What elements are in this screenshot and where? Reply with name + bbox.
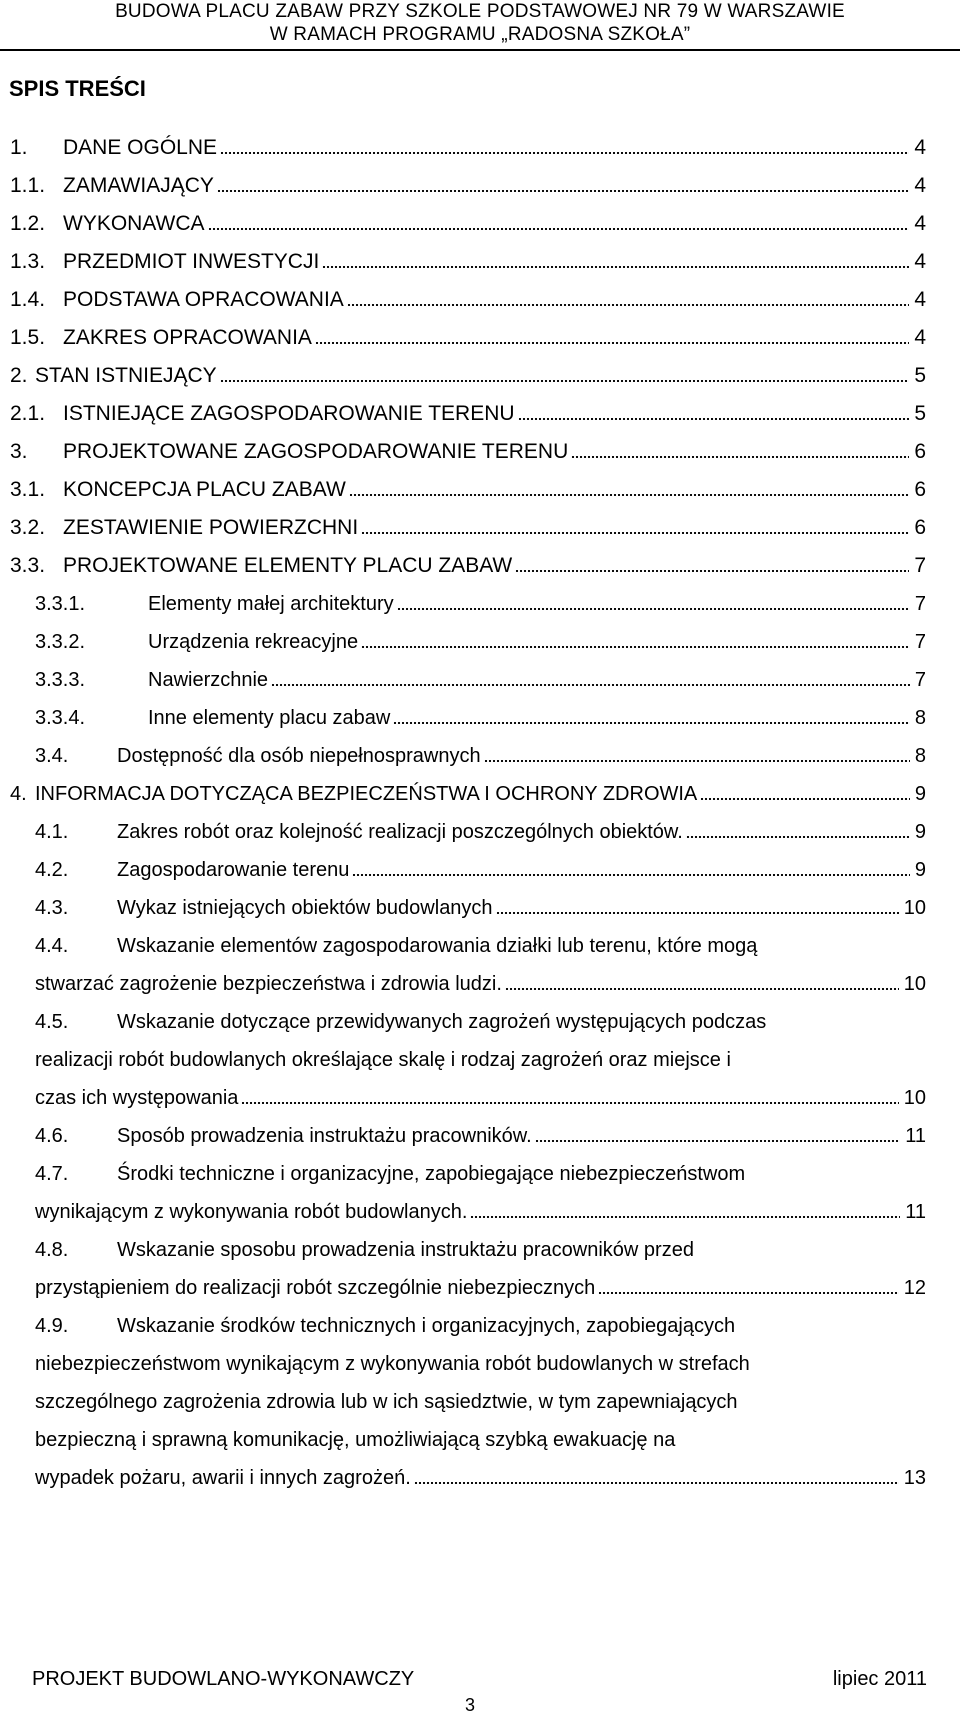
toc-entry-page: 7 [914, 631, 926, 653]
toc-entry-number: 3.2. [10, 516, 46, 539]
toc-dot-leader [535, 1140, 900, 1142]
toc-entry-page: 4 [914, 136, 926, 159]
toc-dot-leader [271, 684, 910, 686]
toc-entry-number: 3.3. [10, 554, 46, 577]
toc-entry-title: STAN ISTNIEJĄCY [35, 364, 217, 387]
toc-dot-leader [208, 228, 909, 230]
toc-entry-title: ISTNIEJĄCE ZAGOSPODAROWANIE TERENU [63, 402, 515, 425]
toc-entry-number: 3.3.2. [35, 631, 86, 653]
toc-entry-number: 4.2. [35, 859, 69, 881]
toc-entry-page: 4 [914, 212, 926, 235]
toc-entry-title: bezpieczną i sprawną komunikację, umożliwiającą szybką ewakuację na [35, 1429, 676, 1451]
toc-entry-title: Dostępność dla osób niepełnosprawnych [117, 745, 481, 767]
toc-entry-number: 4.8. [35, 1239, 69, 1261]
toc-entry-title: ZESTAWIENIE POWIERZCHNI [63, 516, 359, 539]
toc-entry-title: PROJEKTOWANE ELEMENTY PLACU ZABAW [63, 554, 513, 577]
toc-entry-number: 4.5. [35, 1011, 69, 1033]
toc-entry-page: 11 [905, 1201, 926, 1223]
toc-entry-page: 13 [903, 1467, 926, 1489]
toc-entry-page: 5 [914, 402, 926, 425]
toc-entry[interactable] [0, 433, 960, 471]
toc-entry-title: Zagospodarowanie terenu [117, 859, 350, 881]
toc-entry[interactable] [0, 547, 960, 585]
toc-entry[interactable] [0, 1155, 960, 1231]
toc-entry-title: WYKONAWCA [63, 212, 205, 235]
toc-entry[interactable] [0, 471, 960, 509]
toc-entry-number: 4.4. [35, 935, 69, 957]
toc-entry-page: 7 [914, 593, 926, 615]
toc-entry-title: Nawierzchnie [148, 669, 269, 691]
toc-entry-page: 9 [914, 859, 926, 881]
toc-entry[interactable] [0, 775, 960, 813]
toc-entry-page: 6 [914, 478, 926, 501]
toc-entry-number: 3.1. [10, 478, 46, 501]
toc-entry-page: 7 [914, 554, 926, 577]
header-title-line2: W RAMACH PROGRAMU „RADOSNA SZKOŁA” [269, 24, 691, 45]
toc-entry[interactable] [0, 509, 960, 547]
toc-dot-leader [414, 1482, 899, 1484]
toc-dot-leader [700, 798, 910, 800]
toc-entry[interactable] [0, 851, 960, 889]
toc-entry-title: DANE OGÓLNE [63, 136, 218, 159]
toc-entry[interactable] [0, 585, 960, 623]
toc-entry-number: 4.7. [35, 1163, 69, 1185]
toc-entry-number: 3.3.3. [35, 669, 86, 691]
toc-entry-title: PODSTAWA OPRACOWANIA [63, 288, 344, 311]
toc-dot-leader [397, 608, 910, 610]
toc-entry-page: 10 [903, 897, 926, 919]
toc-entry-title: PROJEKTOWANE ZAGOSPODAROWANIE TERENU [63, 440, 569, 463]
toc-entry-title: Zakres robót oraz kolejność realizacji poszczególnych obiektów. [117, 821, 683, 843]
toc-entry-number: 4. [10, 783, 27, 805]
toc-entry-title: Urządzenia rekreacyjne [148, 631, 359, 653]
toc-entry-title: stwarzać zagrożenie bezpieczeństwa i zdrowia ludzi. [35, 973, 502, 995]
toc-entry-page: 6 [914, 516, 926, 539]
toc-dot-leader [241, 1102, 899, 1104]
toc-entry-title: Wskazanie sposobu prowadzenia instruktażu pracowników przed [117, 1239, 694, 1261]
toc-entry-number: 1.3. [10, 250, 46, 273]
toc-entry-number: 3. [10, 440, 28, 463]
toc-entry-number: 4.6. [35, 1125, 69, 1147]
toc-entry-title: Wskazanie dotyczące przewidywanych zagrożeń występujących podczas [117, 1011, 767, 1033]
footer-date: lipiec 2011 [832, 1668, 927, 1690]
toc-entry-title: Elementy małej architektury [148, 593, 394, 615]
toc-entry-title: KONCEPCJA PLACU ZABAW [63, 478, 346, 501]
toc-dot-leader [322, 266, 909, 268]
toc-dot-leader [349, 494, 909, 496]
toc-entry-title: realizacji robót budowlanych określające skalę i rodzaj zagrożeń oraz miejsce i [35, 1049, 731, 1071]
header-title-line1: BUDOWA PLACU ZABAW PRZY SZKOLE PODSTAWOWEJ NR 79 W WARSZAWIE [115, 1, 845, 22]
toc-entry-title: Wykaz istniejących obiektów budowlanych [117, 897, 493, 919]
toc-dot-leader [470, 1216, 900, 1218]
toc-entry-page: 6 [914, 440, 926, 463]
toc-dot-leader [347, 304, 909, 306]
toc-entry-title: ZAKRES OPRACOWANIA [63, 326, 312, 349]
toc-entry-number: 4.1. [35, 821, 69, 843]
toc-entry-title: szczególnego zagrożenia zdrowia lub w ich sąsiedztwie, w tym zapewniających [35, 1391, 738, 1413]
toc-entry-number: 1.2. [10, 212, 46, 235]
toc-entry-title: Środki techniczne i organizacyjne, zapobiegające niebezpieczeństwom [117, 1163, 746, 1185]
toc-entry-title: czas ich występowania [35, 1087, 239, 1109]
toc-entry[interactable] [0, 243, 960, 281]
toc-heading: SPIS TREŚCI [9, 76, 146, 101]
footer-page-number: 3 [465, 1695, 476, 1715]
toc-entry-number: 3.3.4. [35, 707, 86, 729]
toc-entry-number: 3.4. [35, 745, 69, 767]
toc-dot-leader [686, 836, 910, 838]
header-divider [0, 49, 960, 51]
toc-entry[interactable] [0, 281, 960, 319]
toc-entry[interactable] [0, 167, 960, 205]
toc-entry-title: wypadek pożaru, awarii i innych zagrożeń. [35, 1467, 411, 1489]
toc-dot-leader [220, 380, 909, 382]
toc-dot-leader [352, 874, 910, 876]
toc-dot-leader [217, 190, 909, 192]
toc-entry[interactable] [0, 623, 960, 661]
toc-entry-number: 3.3.1. [35, 593, 86, 615]
toc-entry[interactable] [0, 129, 960, 167]
toc-entry-number: 1.1. [10, 174, 46, 197]
toc-entry-page: 8 [914, 707, 926, 729]
toc-entry-title: Wskazanie elementów zagospodarowania działki lub terenu, które mogą [117, 935, 758, 957]
toc-entry-page: 10 [903, 973, 926, 995]
toc-entry[interactable] [0, 1117, 960, 1155]
toc-dot-leader [315, 342, 909, 344]
toc-entry-page: 8 [914, 745, 926, 767]
toc-entry[interactable] [0, 889, 960, 927]
toc-entry-number: 1.4. [10, 288, 46, 311]
toc-entry-number: 1. [10, 136, 28, 159]
toc-entry-page: 9 [914, 821, 926, 843]
toc-entry[interactable] [0, 395, 960, 433]
toc-entry[interactable] [0, 1231, 960, 1307]
toc-entry-page: 9 [914, 783, 926, 805]
toc-entry-number: 1.5. [10, 326, 46, 349]
toc-entry-number: 4.3. [35, 897, 69, 919]
page-header [0, 0, 960, 50]
toc-entry[interactable] [0, 699, 960, 737]
toc-dot-leader [571, 456, 909, 458]
toc-entry[interactable] [0, 661, 960, 699]
toc-dot-leader [220, 152, 909, 154]
toc-dot-leader [393, 722, 910, 724]
toc-dot-leader [496, 912, 899, 914]
toc-entry-title: ZAMAWIAJĄCY [63, 174, 214, 197]
toc-entry-number: 2.1. [10, 402, 46, 425]
toc-entry-number: 4.9. [35, 1315, 69, 1337]
toc-entry[interactable] [0, 927, 960, 1003]
toc-entry-page: 7 [914, 669, 926, 691]
toc-entry-title: Sposób prowadzenia instruktażu pracowników. [117, 1125, 532, 1147]
toc-entry-page: 4 [914, 250, 926, 273]
toc-dot-leader [361, 646, 910, 648]
toc-entry-page: 12 [903, 1277, 926, 1299]
toc-entry-page: 4 [914, 174, 926, 197]
toc-dot-leader [518, 418, 909, 420]
toc-entry[interactable] [0, 737, 960, 775]
toc-entry-title: Wskazanie środków technicznych i organizacyjnych, zapobiegających [117, 1315, 736, 1337]
toc-dot-leader [484, 760, 910, 762]
footer-project-type: PROJEKT BUDOWLANO-WYKONAWCZY [32, 1668, 415, 1690]
toc-entry-title: INFORMACJA DOTYCZĄCA BEZPIECZEŃSTWA I OCHRONY ZDROWIA [35, 783, 698, 805]
toc-entry[interactable] [0, 319, 960, 357]
toc-entry[interactable] [0, 1307, 960, 1497]
toc-dot-leader [515, 570, 909, 572]
toc-entry-title: niebezpieczeństwom wynikającym z wykonywania robót budowlanych w strefach [35, 1353, 750, 1375]
toc-entry-title: Inne elementy placu zabaw [148, 707, 391, 729]
toc-entry-number: 2. [10, 364, 28, 387]
toc-entry-title: PRZEDMIOT INWESTYCJI [63, 250, 320, 273]
toc-entry-page: 4 [914, 288, 926, 311]
toc-entry-page: 11 [905, 1125, 926, 1147]
toc-entry-title: wynikającym z wykonywania robót budowlanych. [35, 1201, 468, 1223]
toc-entry-page: 4 [914, 326, 926, 349]
toc-entry[interactable] [0, 1003, 960, 1117]
toc-entry[interactable] [0, 357, 960, 395]
toc-entry[interactable] [0, 205, 960, 243]
toc-entry-page: 5 [914, 364, 926, 387]
toc-entry-title: przystąpieniem do realizacji robót szczególnie niebezpiecznych [35, 1277, 596, 1299]
toc-dot-leader [598, 1292, 899, 1294]
toc-entry-page: 10 [903, 1087, 926, 1109]
page-footer [0, 1660, 960, 1721]
toc-dot-leader [505, 988, 899, 990]
toc-dot-leader [361, 532, 909, 534]
toc-entry[interactable] [0, 813, 960, 851]
